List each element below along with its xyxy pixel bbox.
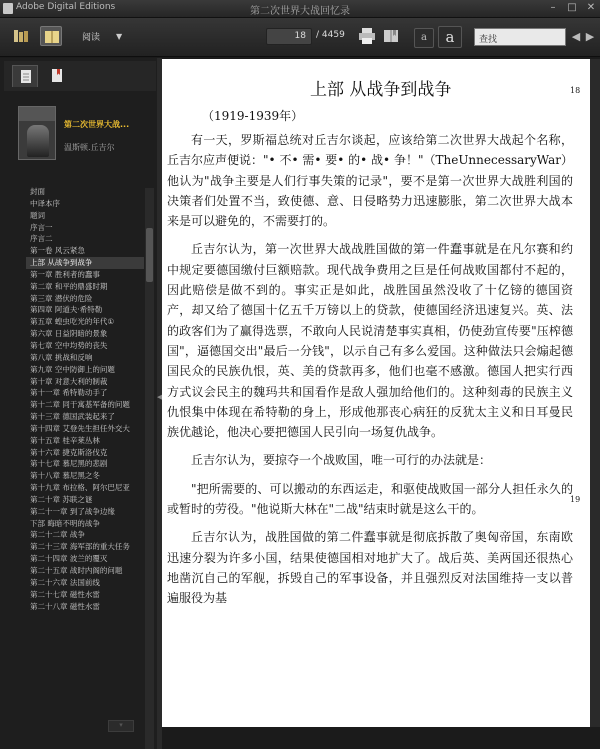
window-controls (548, 2, 596, 13)
bookmark-button[interactable] (381, 26, 401, 46)
toc-item[interactable]: 下部 晦暗不明的战争 (30, 518, 100, 528)
toc-item[interactable]: 第十八章 慕尼黑之冬 (30, 471, 100, 481)
window-title: 第二次世界大战回忆录 (250, 6, 350, 17)
toc-icon (13, 66, 39, 88)
toc-item[interactable]: 第六章 日益阴暗的景象 (30, 329, 108, 339)
toc-item[interactable]: 封面 (30, 187, 45, 196)
toc-item[interactable]: 第十六章 捷克斯洛伐克 (30, 447, 108, 457)
paragraph: 丘吉尔认为，要掠夺一个战败国，唯一可行的办法就是： (191, 453, 492, 468)
toc-item[interactable]: 第二十四章 波兰的覆灭 (30, 554, 108, 564)
toc-scrollbar-thumb[interactable] (146, 228, 153, 282)
paragraph: "把所需要的、可以搬动的东西运走，和驱使战败国一部分人担任永久的或暂时的劳役。"他说斯大林在"二战"结束时就是这么干的。 (167, 481, 573, 517)
toc-item[interactable]: 第二十三章 海军部的重大任务 (30, 542, 130, 552)
toc-item[interactable]: 序言一 (30, 222, 53, 232)
body-text (167, 130, 573, 617)
toc-item[interactable]: 第二十七章 磁性水雷 (30, 589, 100, 599)
toc-item[interactable]: 题词 (30, 210, 45, 220)
library-view-button[interactable] (10, 26, 32, 46)
toc-item[interactable]: 中译本序 (30, 198, 60, 208)
printer-icon (357, 26, 377, 46)
toc-item[interactable]: 第十章 对意大利的制裁 (30, 376, 108, 386)
reading-view-button[interactable] (40, 26, 62, 46)
toc-item[interactable]: 第二十章 苏联之谜 (30, 494, 93, 504)
page-number: 18 (570, 86, 581, 95)
page-number: 19 (570, 495, 581, 504)
toc-item[interactable]: 第十一章 希特勒动手了 (30, 388, 108, 398)
print-button[interactable] (357, 26, 377, 46)
toc-item[interactable]: 第五章 蝗虫吃光的年代① (30, 317, 115, 327)
book-title: 第二次世界大战... (64, 120, 130, 129)
maximize-button[interactable]: □ (567, 2, 577, 13)
book-cover-image (18, 106, 56, 160)
total-pages: / 4459 (316, 30, 345, 40)
toc-item[interactable]: 第四章 阿道夫·希特勒 (30, 305, 103, 315)
bookmark-icon (44, 65, 70, 87)
search-prev-button[interactable]: ◀ (571, 30, 581, 43)
paragraph: 丘吉尔认为，第一次世界大战战胜国做的第一件蠢事就是在凡尔赛和约中规定要德国缴付巨额赔款。现代战争费用之巨是任何战败国都付不起的，因此赔偿是做不到的。事实正是如此，战胜国虽然没收了十亿镑的德国资产，却又给了德国十亿五千万镑以上的贷款，使德国经济迅速复兴。英、法的政客们为了赢得选票，不敢向人民说清楚事实真相，仍使劲宣传要"压榨德国"，逼德国交出"最后一分钱"，以示自己有多么爱国。这种做法只会煽起德国民众的民族仇恨，英、美的贷款再多，他们也毫不感激。德国人把实行西方式议会民主的魏玛共和国看作是敌人强加给他们的。这种刻毒的民族主义仇恨集中体现在希特勒的身上，形成他那丧心病狂的反犹太主义和日耳曼民族优越论，他决心要把德国人民引向一场复仇战争。 (167, 242, 573, 440)
toc-item[interactable]: 第十三章 德国武装起来了 (30, 412, 115, 422)
collapse-sidebar-icon[interactable]: ◀ (157, 393, 163, 401)
tab-bookmarks[interactable] (44, 65, 70, 87)
toc-item[interactable]: 第二章 和平的鼎盛时期 (30, 281, 108, 291)
status-strip (162, 727, 600, 749)
app-logo-icon (3, 3, 13, 14)
chapter-years: （1919-1939年） (202, 109, 304, 123)
sidebar-tabs (4, 61, 156, 91)
toc-item[interactable]: 第二十二章 战争 (30, 530, 85, 540)
paragraph: 丘吉尔认为，战胜国做的第二件蠢事就是彻底拆散了奥匈帝国，东南欧迅速分裂为许多小国，结果使德国相对地扩大了。战后英、美两国还很热心地凿沉自己的军舰，拆毁自己的军事设备，并且强烈反对法国维持一支以普遍服役为基 (167, 530, 573, 606)
title-bar (0, 0, 600, 18)
toc-item[interactable]: 第十五章 桂辛莱丛林 (30, 435, 100, 445)
toc-item[interactable]: 第三章 潜伏的危险 (30, 293, 93, 303)
toc-item[interactable]: 第九章 空中防御上的问题 (30, 364, 115, 374)
increase-font-button[interactable]: a (438, 26, 462, 48)
minimize-button[interactable]: – (550, 2, 556, 13)
chapter-title: 上部 从战争到战争 (310, 80, 452, 100)
view-mode-select[interactable]: 阅读 (82, 33, 101, 43)
book-bookmark-icon (381, 26, 401, 46)
search-next-button[interactable]: ▶ (585, 30, 595, 43)
paragraph: 有一天，罗斯福总统对丘吉尔谈起，应该给第二次世界大战起个名称，丘吉尔应声便说："• 不• 需• 要• 的• 战• 争！"（TheUnnecessaryWar）他认为"战争主要是人们行事失策的记录"，要不是第一次世界大战胜利国的决策者们处置不当，致使德、意、日侵略势力迅速膨胀，第二次世界大战本来是可以避免的，不需要打的。 (167, 133, 573, 229)
open-book-icon (41, 27, 63, 47)
toc-item[interactable]: 第十七章 慕尼黑的悲剧 (30, 459, 108, 469)
toc-item[interactable]: 第二十一章 到了战争边缘 (30, 506, 115, 516)
toolbar (0, 18, 600, 57)
toc-item[interactable]: 第十九章 布拉格、阿尔巴尼亚 (30, 483, 130, 493)
decrease-font-button[interactable]: a (414, 28, 434, 48)
sidebar-options-button[interactable]: ▾ (108, 720, 134, 732)
toc-item[interactable]: 第十四章 艾登先生担任外交大 (30, 423, 130, 433)
toc-item[interactable]: 第二十八章 磁性水雷 (30, 601, 100, 611)
toc-item[interactable]: 序言二 (30, 234, 53, 244)
close-button[interactable]: ✕ (586, 2, 596, 13)
tab-table-of-contents[interactable] (12, 65, 38, 87)
reading-page (162, 59, 590, 727)
toc-item[interactable]: 第十二章 同于寓基军备的问题 (30, 400, 130, 410)
book-author: 温斯顿.丘吉尔 (64, 143, 115, 152)
chevron-down-icon[interactable]: ▼ (116, 32, 123, 41)
toc-item[interactable]: 第七章 空中均势的丧失 (30, 340, 108, 350)
page-scrollbar[interactable] (590, 59, 600, 727)
toc-item[interactable]: 第一章 胜利者的蠢事 (30, 269, 100, 279)
toc-item[interactable]: 第一卷 风云紧急 (30, 246, 85, 256)
toc-item[interactable]: 第二十六章 法国前线 (30, 577, 100, 587)
toc-item[interactable]: 第八章 挑战和反响 (30, 352, 93, 362)
table-of-contents (26, 186, 144, 612)
search-input[interactable]: 查找 (474, 28, 566, 46)
toc-item[interactable]: 上部 从战争到战争 (26, 257, 144, 269)
current-page-input[interactable]: 18 (266, 28, 312, 45)
toc-scrollbar[interactable] (145, 188, 154, 749)
library-icon (10, 26, 32, 46)
toc-item[interactable]: 第二十五章 战时内阁的问题 (30, 566, 123, 575)
app-name: Adobe Digital Editions (16, 2, 116, 12)
sidebar (0, 58, 157, 749)
